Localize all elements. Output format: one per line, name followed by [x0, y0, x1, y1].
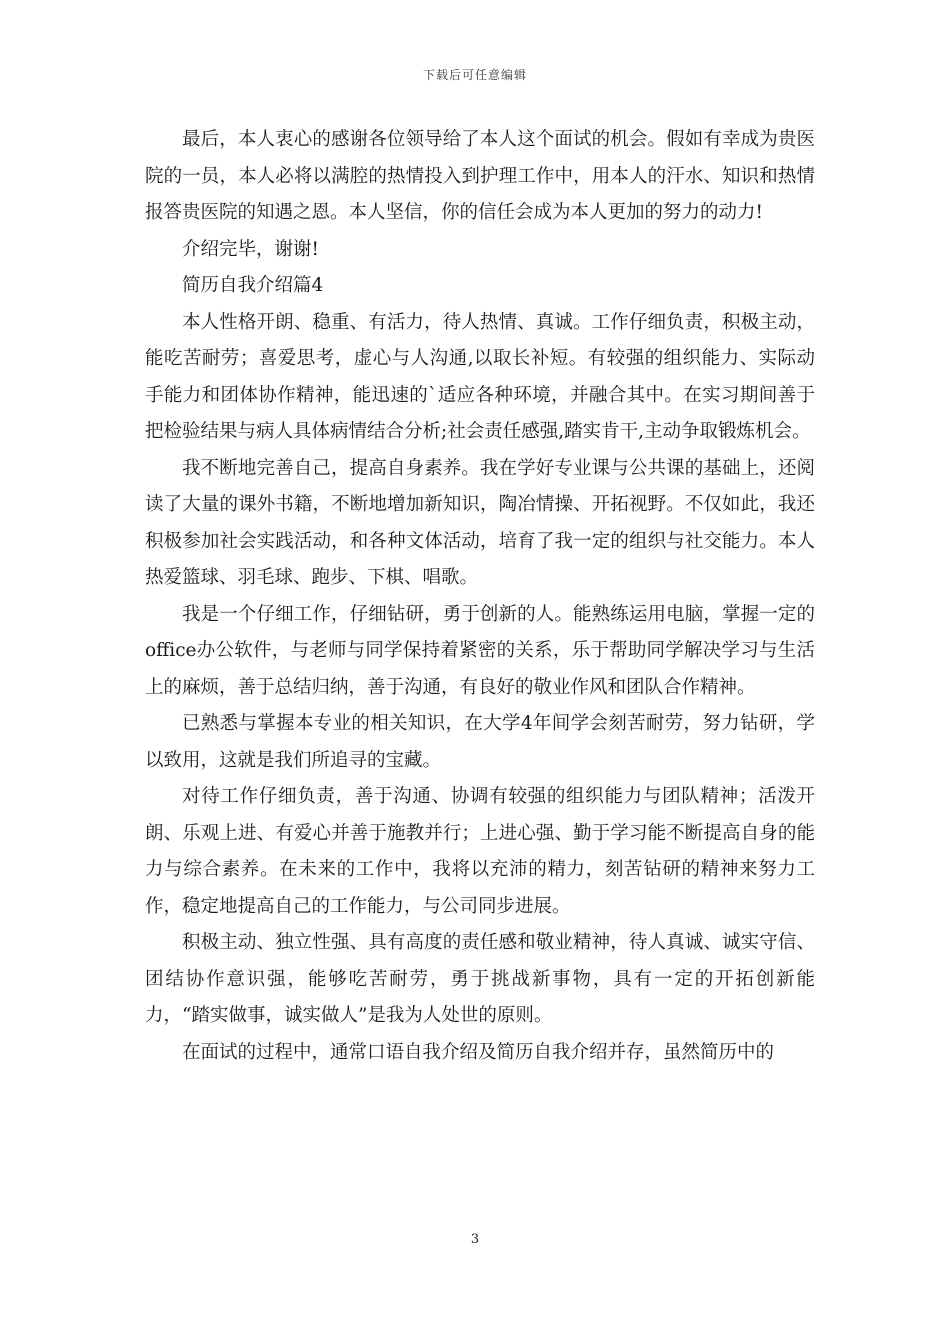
page-number: 3	[470, 1232, 480, 1247]
section-heading: 简历自我介绍篇4	[182, 275, 324, 296]
document-body	[145, 122, 815, 1071]
paragraph-knowledge: 已熟悉与掌握本专业的相关知识，在大学4年间学会刻苦耐劳，努力钻研，学以致用，这就是我们所追寻的宝藏。	[145, 713, 815, 771]
paragraph-personality: 本人性格开朗、稳重、有活力，待人热情、真诚。工作仔细负责，积极主动，能吃苦耐劳；喜爱思考，虚心与人沟通,以取长补短。有较强的组织能力、实际动手能力和团体协作精神，能迅速的`适应各种环境，并融合其中。在实习期间善于把检验结果与病人具体病情结合分析;社会责任感强,踏实肯干,主动争取锻炼机会。	[145, 311, 815, 442]
paragraph-closing-thanks: 最后，本人衷心的感谢各位领导给了本人这个面试的机会。假如有幸成为贵医院的一员，本人必将以满腔的热情投入到护理工作中，用本人的汗水、知识和热情报答贵医院的知遇之恩。本人坚信，你的信任会成为本人更加的努力的动力!	[145, 129, 815, 223]
paragraph-work-attitude: 对待工作仔细负责，善于沟通、协调有较强的组织能力与团队精神；活泼开朗、乐观上进、有爱心并善于施教并行；上进心强、勤于学习能不断提高自身的能力与综合素养。在未来的工作中，我将以充沛的精力，刻苦钻研的精神来努力工作，稳定地提高自己的工作能力，与公司同步进展。	[145, 786, 815, 917]
paragraph-principles: 积极主动、独立性强、具有高度的责任感和敬业精神，待人真诚、诚实守信、团结协作意识强，能够吃苦耐劳，勇于挑战新事物，具有一定的开拓创新能力，“踏实做事，诚实做人”是我为人处世的原则。	[145, 932, 815, 1026]
paragraph-interview: 在面试的过程中，通常口语自我介绍及简历自我介绍并存，虽然简历中的	[182, 1041, 775, 1063]
page-header: 下载后可任意编辑	[422, 68, 527, 82]
paragraph-intro-end: 介绍完毕，谢谢!	[182, 238, 319, 260]
paragraph-work-skills: 我是一个仔细工作，仔细钻研，勇于创新的人。能熟练运用电脑，掌握一定的office办公软件，与老师与同学保持着紧密的关系，乐于帮助同学解决学习与生活上的麻烦，善于总结归纳，善于沟通，有良好的敬业作风和团队合作精神。	[145, 603, 815, 698]
paragraph-self-improvement: 我不断地完善自己，提高自身素养。我在学好专业课与公共课的基础上，还阅读了大量的课外书籍，不断地增加新知识，陶冶情操、开拓视野。不仅如此，我还积极参加社会实践活动，和各种文体活动，培育了我一定的组织与社交能力。本人热爱篮球、羽毛球、跑步、下棋、唱歌。	[145, 457, 815, 588]
